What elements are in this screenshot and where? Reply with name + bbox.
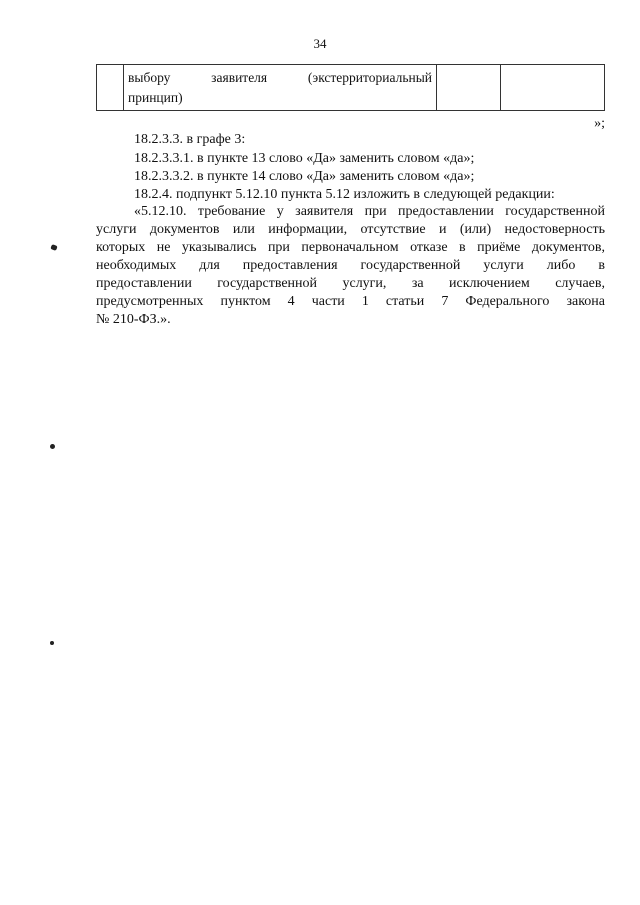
page-number: 34 (313, 36, 327, 51)
quoted-amendment (96, 203, 605, 329)
quote-line: предоставлении государственной услуги, за исключением случаев, (96, 276, 605, 291)
closing-quote: »; (594, 116, 605, 131)
table-cell-number (97, 65, 124, 110)
paragraph: 18.2.3.3. в графе 3: (134, 132, 246, 147)
quote-line: услуги документов или информации, отсутствие и (или) недостоверность (96, 222, 605, 237)
scan-artifact-mark (50, 641, 54, 645)
paragraph: 18.2.3.3.1. в пункте 13 слово «Да» заменить словом «да»; (134, 151, 475, 166)
table-word: выбору (128, 70, 171, 85)
table-text-line-2: принцип) (128, 90, 183, 105)
table-cell-empty (437, 65, 501, 110)
quote-line: «5.12.10. требование у заявителя при предоставлении государственной (134, 204, 605, 219)
table-cell-text (124, 65, 437, 110)
scan-artifact-mark (50, 444, 55, 449)
table-word: (экстерриториальный (307, 70, 432, 85)
table-cell-empty (501, 65, 604, 110)
paragraph: 18.2.3.3.2. в пункте 14 слово «Да» заменить словом «да»; (134, 169, 475, 184)
scan-artifact-mark (50, 244, 57, 251)
quote-line: которых не указывались при первоначальном отказе в приёме документов, (96, 240, 605, 255)
table-fragment (96, 64, 605, 111)
quote-line: предусмотренных пунктом 4 части 1 статьи 7 Федерального закона (96, 294, 605, 309)
paragraph: 18.2.4. подпункт 5.12.10 пункта 5.12 изложить в следующей редакции: (134, 187, 555, 202)
table-word: заявителя (211, 70, 268, 85)
table-text-line-1 (128, 68, 432, 88)
quote-line: необходимых для предоставления государственной услуги либо в (96, 258, 605, 273)
quote-line: № 210-ФЗ.». (96, 312, 171, 327)
